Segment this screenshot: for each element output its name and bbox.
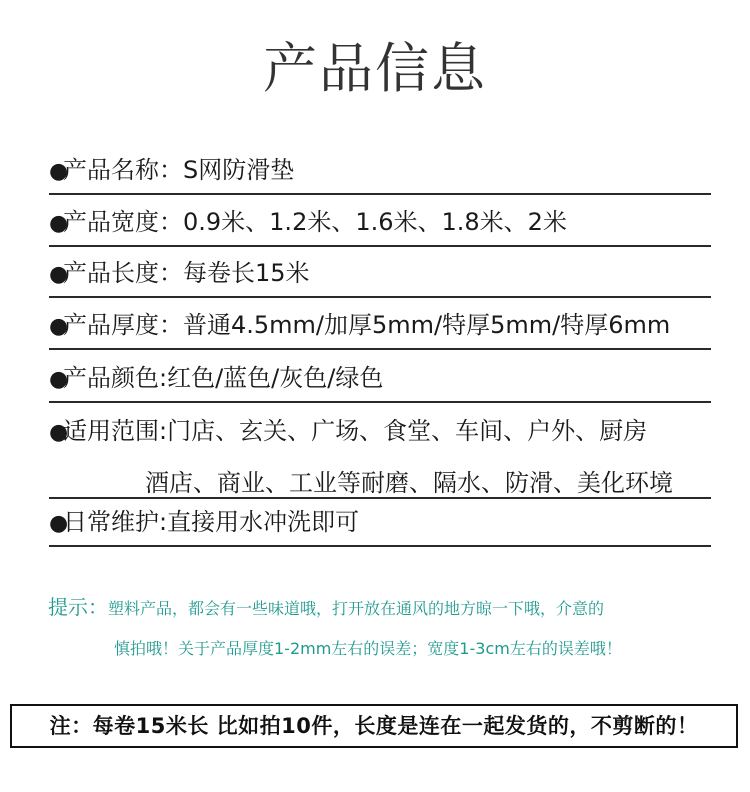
tip-line-2: 慎拍哦！关于产品厚度1-2mm左右的误差；宽度1-3cm左右的误差哦！ <box>114 639 622 658</box>
info-row-width <box>49 207 711 247</box>
bullet-icon: ● <box>49 211 69 236</box>
row-label: 日常维护: <box>63 508 168 536</box>
row-label: 产品宽度： <box>63 208 183 236</box>
page-title: 产品信息 <box>263 37 487 100</box>
bullet-icon: ● <box>49 367 69 392</box>
row-value: 普通4.5mm/加厚5mm/特厚5mm/特厚6mm <box>183 311 671 339</box>
bullet-icon: ● <box>49 314 69 339</box>
tip-line-1: 塑料产品，都会有一些味道哦，打开放在通风的地方晾一下哦，介意的 <box>108 599 605 618</box>
row-value: 直接用水冲洗即可 <box>167 508 360 536</box>
row-value: S网防滑垫 <box>183 156 295 184</box>
bullet-icon: ● <box>49 420 69 445</box>
row-label: 适用范围: <box>63 417 168 445</box>
tip-label: 提示： <box>48 595 108 619</box>
tip-block <box>48 594 718 662</box>
info-row-color <box>49 363 711 403</box>
row-value: 门店、玄关、广场、食堂、车间、户外、厨房 <box>167 417 648 445</box>
info-row-name <box>49 155 711 195</box>
row-label: 产品颜色: <box>63 364 168 392</box>
row-value: 每卷长15米 <box>183 259 310 287</box>
info-row-maintenance <box>49 507 711 547</box>
row-label: 产品厚度： <box>63 311 183 339</box>
bullet-icon: ● <box>49 511 69 536</box>
info-row-usage <box>49 416 711 499</box>
bullet-icon: ● <box>49 159 69 184</box>
row-value-continued: 酒店、商业、工业等耐磨、隔水、防滑、美化环境 <box>145 469 673 497</box>
row-label: 产品长度： <box>63 259 183 287</box>
row-value: 红色/蓝色/灰色/绿色 <box>167 364 384 392</box>
info-row-thickness <box>49 310 711 350</box>
row-value: 0.9米、1.2米、1.6米、1.8米、2米 <box>183 208 567 236</box>
info-row-length <box>49 258 711 298</box>
bullet-icon: ● <box>49 262 69 287</box>
note-box: 注：每卷15米长 比如拍10件，长度是连在一起发货的，不剪断的！ <box>10 704 738 748</box>
row-label: 产品名称： <box>63 156 183 184</box>
